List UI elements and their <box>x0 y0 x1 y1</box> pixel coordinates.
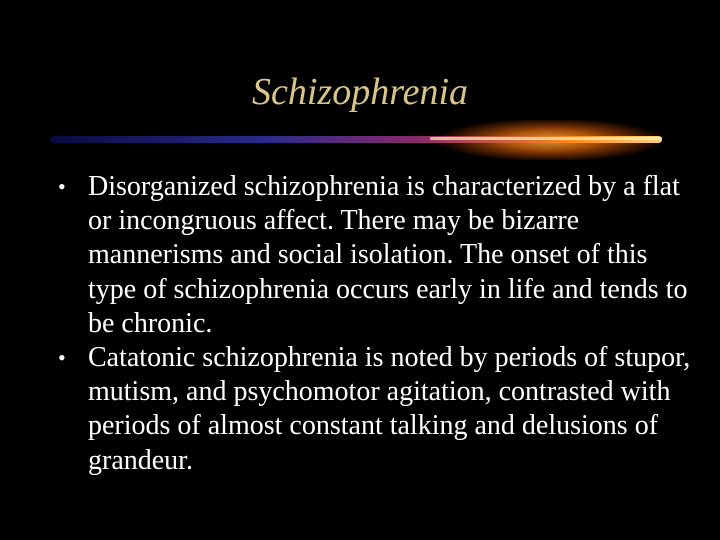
bullet-marker: • <box>58 345 66 371</box>
bullet-item <box>58 170 698 341</box>
bullet-text: Disorganized schizophrenia is characterized by a flat or incongruous affect. There may be bizarre mannerisms and social isolation. The onset of this type of schizophrenia occurs early in life and tends to be chronic. <box>88 171 688 339</box>
bullet-list <box>58 170 698 478</box>
bullet-item <box>58 341 698 478</box>
bullet-marker: • <box>58 174 66 199</box>
title-underline-rule <box>50 120 662 160</box>
slide-title: Schizophrenia <box>251 71 468 113</box>
bullet-text: Catatonic schizophrenia is noted by periods of stupor, mutism, and psychomotor agitation, contrasted with periods of almost constant talking and delusions of grandeur. <box>88 342 691 476</box>
